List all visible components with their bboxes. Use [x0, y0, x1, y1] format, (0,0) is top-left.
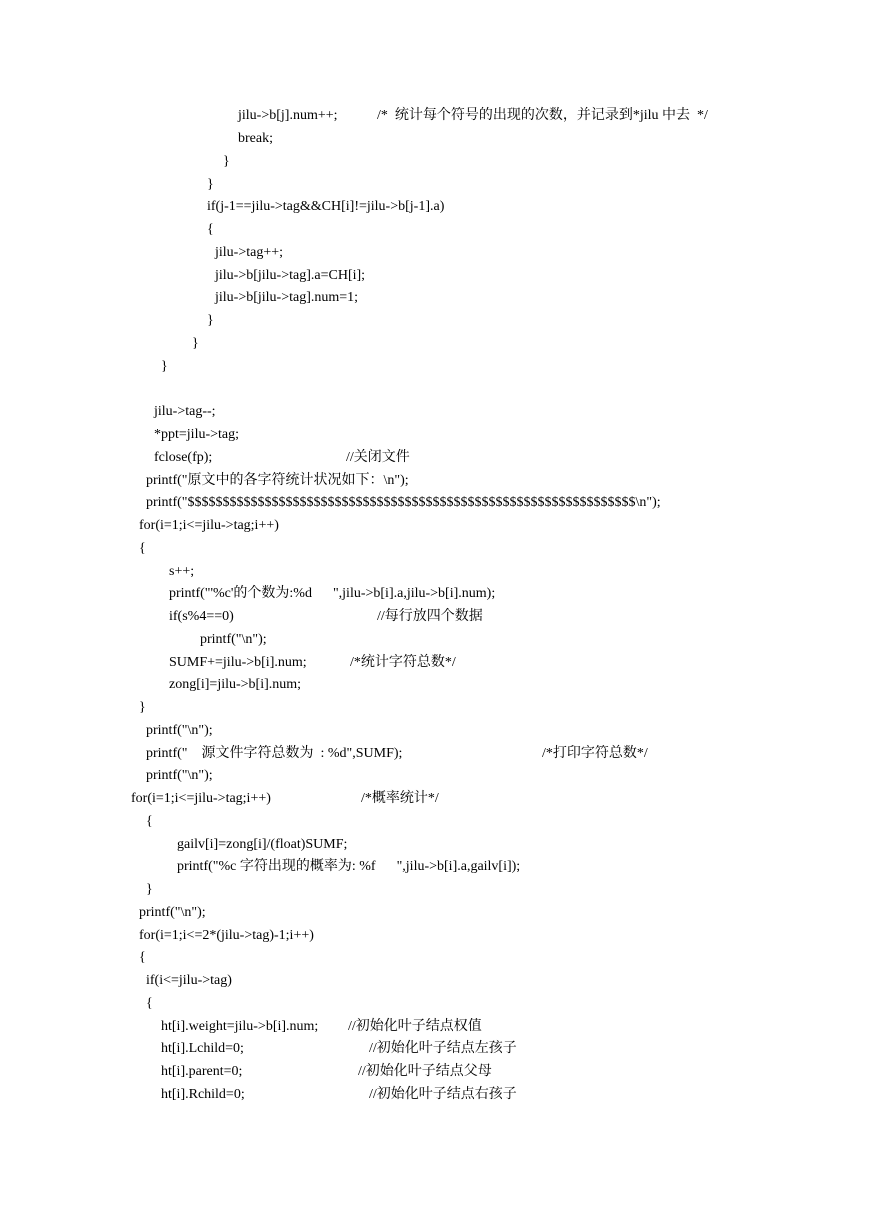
code-line: ht[i].weight=jilu->b[i].num; — [161, 1019, 319, 1034]
code-line: SUMF+=jilu->b[i].num; — [169, 655, 307, 670]
code-line: printf("'%c'的个数为:%d ",jilu->b[i].a,jilu->b[i].num); — [169, 586, 496, 601]
code-comment: /*打印字符总数*/ — [542, 746, 648, 761]
code-line: } — [207, 313, 214, 328]
code-line: { — [207, 222, 214, 237]
code-line: fclose(fp); — [154, 450, 213, 465]
code-comment: //初始化叶子结点左孩子 — [369, 1041, 517, 1056]
code-line: if(s%4==0) — [169, 609, 234, 624]
code-line: { — [139, 950, 146, 965]
code-line: jilu->tag++; — [215, 245, 284, 260]
code-line: } — [223, 154, 230, 169]
code-comment: /*概率统计*/ — [361, 791, 439, 806]
code-line: for(i=1;i<=jilu->tag;i++) — [131, 791, 271, 806]
code-line: jilu->b[jilu->tag].num=1; — [215, 290, 359, 305]
code-line: ht[i].Lchild=0; — [161, 1041, 244, 1056]
code-comment: //每行放四个数据 — [377, 609, 483, 624]
code-line: break; — [238, 131, 273, 146]
code-line: jilu->tag--; — [154, 404, 216, 419]
code-line: } — [192, 336, 199, 351]
code-line: printf("\n"); — [139, 905, 206, 920]
code-line: s++; — [169, 564, 195, 579]
code-line: printf("\n"); — [200, 632, 267, 647]
code-line: printf("\n"); — [146, 768, 213, 783]
code-line: } — [207, 177, 214, 192]
code-line: *ppt=jilu->tag; — [154, 427, 240, 442]
code-line: if(j-1==jilu->tag&&CH[i]!=jilu->b[j-1].a) — [207, 199, 445, 214]
code-comment: /*统计字符总数*/ — [350, 655, 456, 670]
code-comment: //初始化叶子结点右孩子 — [369, 1087, 517, 1102]
code-line: if(i<=jilu->tag) — [146, 973, 232, 988]
code-line: printf(" 源文件字符总数为 : %d",SUMF); — [146, 746, 403, 761]
code-line: { — [139, 541, 146, 556]
code-line: } — [139, 700, 146, 715]
code-line: printf("原文中的各字符统计状况如下：\n"); — [146, 473, 409, 488]
code-line: { — [146, 814, 153, 829]
code-line: for(i=1;i<=jilu->tag;i++) — [139, 518, 279, 533]
code-line: ht[i].parent=0; — [161, 1064, 243, 1079]
code-line: jilu->b[j].num++; — [238, 108, 338, 123]
code-line: printf("\n"); — [146, 723, 213, 738]
code-line: gailv[i]=zong[i]/(float)SUMF; — [177, 837, 348, 852]
code-line: zong[i]=jilu->b[i].num; — [169, 677, 302, 692]
code-comment: //关闭文件 — [346, 450, 410, 465]
code-comment: //初始化叶子结点权值 — [348, 1019, 482, 1034]
code-comment: /* 统计每个符号的出现的次数，并记录到*jilu 中去 */ — [377, 108, 708, 123]
code-line: } — [161, 359, 168, 374]
code-line: for(i=1;i<=2*(jilu->tag)-1;i++) — [139, 928, 314, 943]
code-line: jilu->b[jilu->tag].a=CH[i]; — [215, 268, 366, 283]
code-line: printf("$$$$$$$$$$$$$$$$$$$$$$$$$$$$$$$$$$$$$$$$$$$$$$$$$$$$$$$$$$$$$$$$\n"); — [146, 495, 661, 510]
code-line: ht[i].Rchild=0; — [161, 1087, 245, 1102]
code-comment: //初始化叶子结点父母 — [358, 1064, 492, 1079]
code-line: printf("%c 字符出现的概率为: %f ",jilu->b[i].a,gailv[i]); — [177, 859, 521, 874]
code-line: { — [146, 996, 153, 1011]
code-line: } — [146, 882, 153, 897]
